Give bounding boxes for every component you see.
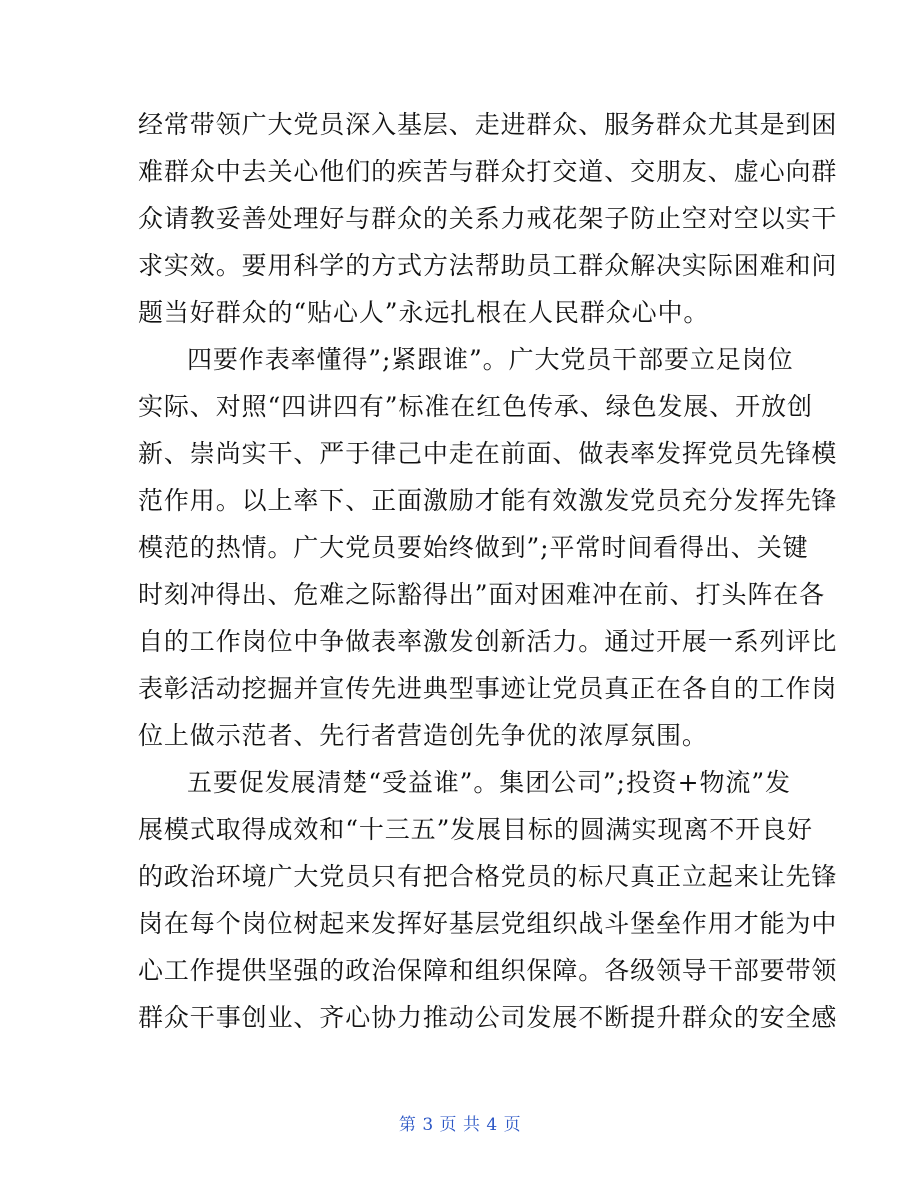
text-line: 时刻冲得出、危难之际豁得出”面对困难冲在前、打头阵在各 <box>138 580 826 609</box>
text-line: 岗在每个岗位树起来发挥好基层党组织战斗堡垒作用才能为中 <box>138 909 838 938</box>
text-line: 题当好群众的“贴心人”永远扎根在人民群众心中。 <box>138 298 710 327</box>
text-line: 的政治环境广大党员只有把合格党员的标尺真正立起来让先锋 <box>138 862 838 891</box>
text-line: 五要促发展清楚“受益谁”。集团公司”;投资+物流”发 <box>187 768 791 797</box>
paragraph-1 <box>138 101 838 336</box>
text-line: 自的工作岗位中争做表率激发创新活力。通过开展一系列评比 <box>138 627 838 656</box>
paragraph-3 <box>138 759 838 1041</box>
page-number-footer: 第 3 页 共 4 页 <box>398 1115 522 1135</box>
text-line: 模范的热情。广大党员要始终做到”;平常时间看得出、关键 <box>138 533 809 562</box>
document-body <box>138 101 838 1041</box>
text-line: 众请教妥善处理好与群众的关系力戒花架子防止空对空以实干 <box>138 204 838 233</box>
text-line: 难群众中去关心他们的疾苦与群众打交道、交朋友、虚心向群 <box>138 157 838 186</box>
text-line: 经常带领广大党员深入基层、走进群众、服务群众尤其是到困 <box>138 110 838 139</box>
text-line: 群众干事创业、齐心协力推动公司发展不断提升群众的安全感 <box>138 1003 838 1032</box>
text-line: 心工作提供坚强的政治保障和组织保障。各级领导干部要带领 <box>138 956 838 985</box>
text-line: 新、崇尚实干、严于律己中走在前面、做表率发挥党员先锋模 <box>138 439 838 468</box>
text-line: 位上做示范者、先行者营造创先争优的浓厚氛围。 <box>138 721 708 750</box>
text-line: 展模式取得成效和“十三五”发展目标的圆满实现离不开良好 <box>138 815 813 844</box>
text-line: 求实效。要用科学的方式方法帮助员工群众解决实际困难和问 <box>138 251 838 280</box>
text-line: 实际、对照“四讲四有”标准在红色传承、绿色发展、开放创 <box>138 392 813 421</box>
text-line: 范作用。以上率下、正面激励才能有效激发党员充分发挥先锋 <box>138 486 838 515</box>
text-line: 表彰活动挖掘并宣传先进典型事迹让党员真正在各自的工作岗 <box>138 674 838 703</box>
paragraph-2 <box>138 336 838 759</box>
text-line: 四要作表率懂得”;紧跟谁”。广大党员干部要立足岗位 <box>187 345 794 374</box>
